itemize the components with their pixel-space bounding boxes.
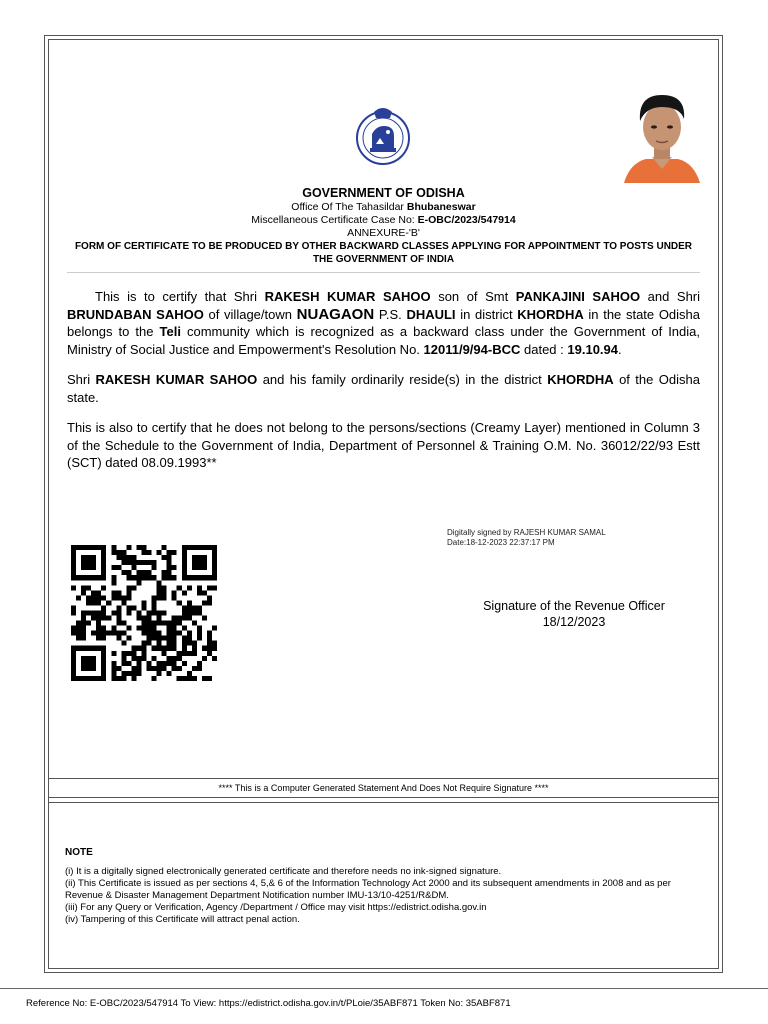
applicant-photo (622, 89, 702, 183)
note-line: (ii) This Certificate is issued as per sections 4, 5,& 6 of the Information Technology Act 2000 and its subsequent amendments in 2008 and as per Revenue & Disaster Management Department Notification number IMU-13/10-4251/R&DM. (65, 878, 671, 901)
text-segment: of village/town (208, 306, 292, 322)
text-segment: community which is recognized as a backward class under the Government of India, Ministry of Social Justice and Empowerment's Resolution No. (67, 324, 700, 357)
note-block (65, 847, 702, 926)
certificate-body (67, 288, 700, 485)
header-divider (67, 272, 700, 273)
government-title: GOVERNMENT OF ODISHA (302, 186, 465, 200)
certificate-inner-frame (48, 39, 719, 969)
signature-block (459, 598, 689, 630)
signature-title: Signature of the Revenue Officer (483, 599, 665, 613)
text-segment: and Shri (647, 289, 701, 304)
certificate-paragraph-2 (67, 371, 700, 406)
note-title: NOTE (65, 847, 93, 858)
computer-generated-text: **** This is a Computer Generated Statement And Does Not Require Signature **** (218, 783, 549, 793)
digital-signer: Digitally signed by RAJESH KUMAR SAMAL (447, 528, 606, 537)
case-line (49, 214, 718, 227)
case-prefix: Miscellaneous Certificate Case No: (251, 214, 415, 226)
father-name: BRUNDABAN SAHOO (67, 306, 204, 322)
resolution-number: 12011/9/94-BCC (423, 341, 521, 357)
district-name: KHORDHA (547, 372, 614, 387)
community-name: Teli (159, 324, 181, 339)
applicant-name: RAKESH KUMAR SAHOO (95, 372, 258, 387)
resolution-date: 19.10.94 (567, 341, 618, 357)
text-segment: of the Odisha state. (67, 372, 700, 405)
village-name: NUAGAON (296, 305, 375, 323)
certificate-header (49, 186, 718, 266)
note-line: (iv) Tampering of this Certificate will attract penal action. (65, 914, 300, 925)
police-station: DHAULI (406, 306, 456, 322)
office-prefix: Office Of The Tahasildar (291, 201, 404, 213)
digital-sign-date: Date:18-12-2023 22:37:17 PM (447, 538, 555, 547)
certificate-paragraph-1 (67, 288, 700, 358)
text-segment: in district (460, 306, 513, 322)
certificate-paragraph-3: This is also to certify that he does not belong to the persons/sections (Creamy Layer) mentioned in Column 3 of the Schedule to the Government of India, Department of Personnel & Training O.M. No. 36012/22/93 Estt (SCT) dated 08.09.1993** (67, 420, 700, 470)
office-place: Bhubaneswar (406, 201, 476, 213)
certificate-frame (44, 35, 723, 973)
annexure-label: ANNEXURE-'B' (347, 227, 420, 239)
applicant-name: RAKESH KUMAR SAHOO (264, 289, 431, 304)
reference-line: Reference No: E-OBC/2023/547914 To View: https://edistrict.odisha.gov.in/t/PLoie/35ABF871 Token No: 35ABF871 (26, 998, 511, 1009)
mother-name: PANKAJINI SAHOO (515, 289, 641, 304)
district-name: KHORDHA (517, 306, 584, 322)
text-segment: . (618, 341, 622, 357)
text-segment: P.S. (378, 306, 402, 322)
text-segment: This is to certify that Shri (95, 289, 258, 304)
reference-divider (0, 988, 768, 989)
qr-code-icon (71, 545, 217, 681)
text-segment: dated : (524, 341, 564, 357)
signature-date: 18/12/2023 (542, 615, 606, 629)
computer-generated-bar (49, 778, 718, 798)
text-segment: Shri (67, 372, 91, 387)
note-section (49, 802, 718, 968)
form-title: FORM OF CERTIFICATE TO BE PRODUCED BY OTHER BACKWARD CLASSES APPLYING FOR APPOINTMENT TO POSTS UNDER THE GOVERNMENT OF INDIA (74, 241, 693, 265)
note-line: (iii) For any Query or Verification, Agency /Department / Office may visit https://edistrict.odisha.gov.in (65, 902, 487, 913)
digital-signature-block (447, 528, 606, 548)
office-line (49, 201, 718, 214)
text-segment: son of Smt (438, 289, 509, 304)
text-segment: in the state Odisha belongs to the (67, 306, 701, 339)
certificate-main-section (49, 40, 718, 778)
text-segment: and his family ordinarily reside(s) in the district (262, 372, 542, 387)
odisha-emblem-icon (354, 104, 412, 166)
case-number: E-OBC/2023/547914 (417, 214, 516, 226)
note-line: (i) It is a digitally signed electronically generated certificate and therefore needs no ink-signed signature. (65, 866, 502, 877)
